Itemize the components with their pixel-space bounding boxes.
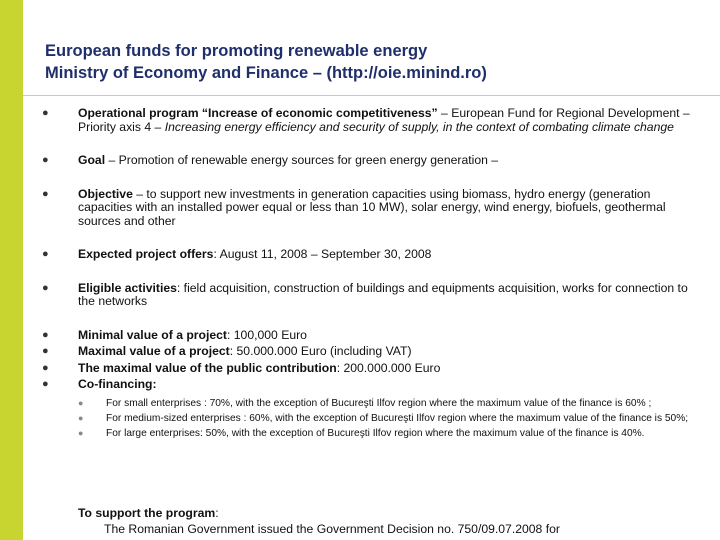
- support-section: [78, 505, 708, 537]
- bullet-dot-icon: ●: [42, 187, 49, 200]
- bullet-dot-icon: ●: [42, 281, 49, 294]
- bullet-eligible-activities: [40, 282, 695, 309]
- title-line-2: Ministry of Economy and Finance – (http://oie.minind.ro): [45, 64, 487, 82]
- title-divider: [23, 95, 720, 96]
- accent-bar: [0, 0, 23, 540]
- bullet-dot-icon: ●: [42, 107, 49, 119]
- sub-bullet-text: For small enterprises : 70%, with the exception of Bucureşti Ilfov region where the maximum value of the finance is 60% ;: [106, 397, 652, 409]
- bullet-maximal-value: [40, 345, 695, 359]
- bullet-expected-offers: [40, 248, 695, 262]
- co-financing-medium: [78, 413, 695, 424]
- bullet-minimal-value: [40, 329, 695, 343]
- bullet-list: [40, 107, 695, 443]
- bullet-label: Objective: [78, 186, 133, 201]
- bullet-label: Expected project offers: [78, 247, 214, 261]
- title-line-1: European funds for promoting renewable energy: [45, 42, 428, 60]
- support-label: To support the program: [78, 506, 216, 520]
- bullet-italic: Increasing energy efficiency and security of supply, in the context of combating climate change: [164, 119, 674, 134]
- support-heading: To support the program:: [78, 506, 219, 520]
- bullet-operational-program: ● Operational program “Increase of economic competitiveness” – European Fund for Regional Development – Priority axis 4 – Increasing energy efficiency and security of supply, in the context of combating climate change: [42, 106, 690, 134]
- bullet-label: Co-financing:: [78, 377, 157, 391]
- support-text: The Romanian Government issued the Government Decision no. 750/09.07.2008 for: [104, 522, 560, 536]
- bullet-text: : 50.000.000 Euro (including VAT): [229, 344, 412, 358]
- bullet-co-financing: [40, 378, 695, 392]
- bullet-text: – to support new investments in generation capacities using biomass, hydro energy (generation capacities with an installed power equal or less than 10 MW), solar energy, wind energy, biofuels, geothermal sources and other: [78, 186, 666, 228]
- bullet-dot-icon: ●: [42, 378, 49, 390]
- bullet-label: Operational program “Increase of economic competitiveness”: [78, 106, 438, 120]
- bullet-text: : August 11, 2008 – September 30, 2008: [213, 247, 432, 261]
- slide-title: [45, 40, 705, 84]
- bullet-label: Eligible activities: [78, 280, 177, 295]
- bullet-dot-icon: ●: [42, 328, 49, 341]
- bullet-public-contribution: [40, 362, 695, 376]
- sub-bullet-dot-icon: ●: [78, 397, 84, 408]
- bullet-label: The maximal value of the public contribution: [78, 360, 337, 375]
- bullet-label: Minimal value of a project: [78, 327, 227, 342]
- bullet-text: : field acquisition, construction of buildings and equipments acquisition, works for connection to the networks: [78, 280, 688, 308]
- bullet-dot-icon: ●: [42, 345, 49, 357]
- bullet-label: Maximal value of a project: [78, 344, 230, 358]
- sub-bullet-text: For large enterprises: 50%, with the exception of Bucureşti Ilfov region where the maximum value of the finance is 40%.: [106, 427, 645, 439]
- bullet-text: : 100,000 Euro: [227, 327, 307, 342]
- sub-bullet-text: For medium-sized enterprises : 60%, with the exception of Bucureşti Ilfov region where the maximum value of the finance is 50%;: [106, 412, 689, 424]
- co-financing-small: [78, 398, 695, 409]
- bullet-text: – Promotion of renewable energy sources for green energy generation –: [105, 153, 499, 167]
- bullet-label: Goal: [78, 153, 106, 167]
- co-financing-large: [78, 428, 695, 439]
- sub-bullet-dot-icon: ●: [78, 412, 84, 423]
- bullet-dot-icon: ●: [42, 361, 49, 374]
- bullet-goal: [40, 154, 695, 168]
- bullet-text: : 200.000.000 Euro: [336, 360, 441, 375]
- co-financing-list: [78, 398, 695, 439]
- bullet-dot-icon: ●: [42, 248, 49, 260]
- sub-bullet-dot-icon: ●: [78, 427, 84, 438]
- bullet-objective: [40, 188, 695, 229]
- bullet-dot-icon: ●: [42, 154, 49, 166]
- bullet-text: European Fund for Regional Development – Priority axis 4 –: [78, 106, 690, 134]
